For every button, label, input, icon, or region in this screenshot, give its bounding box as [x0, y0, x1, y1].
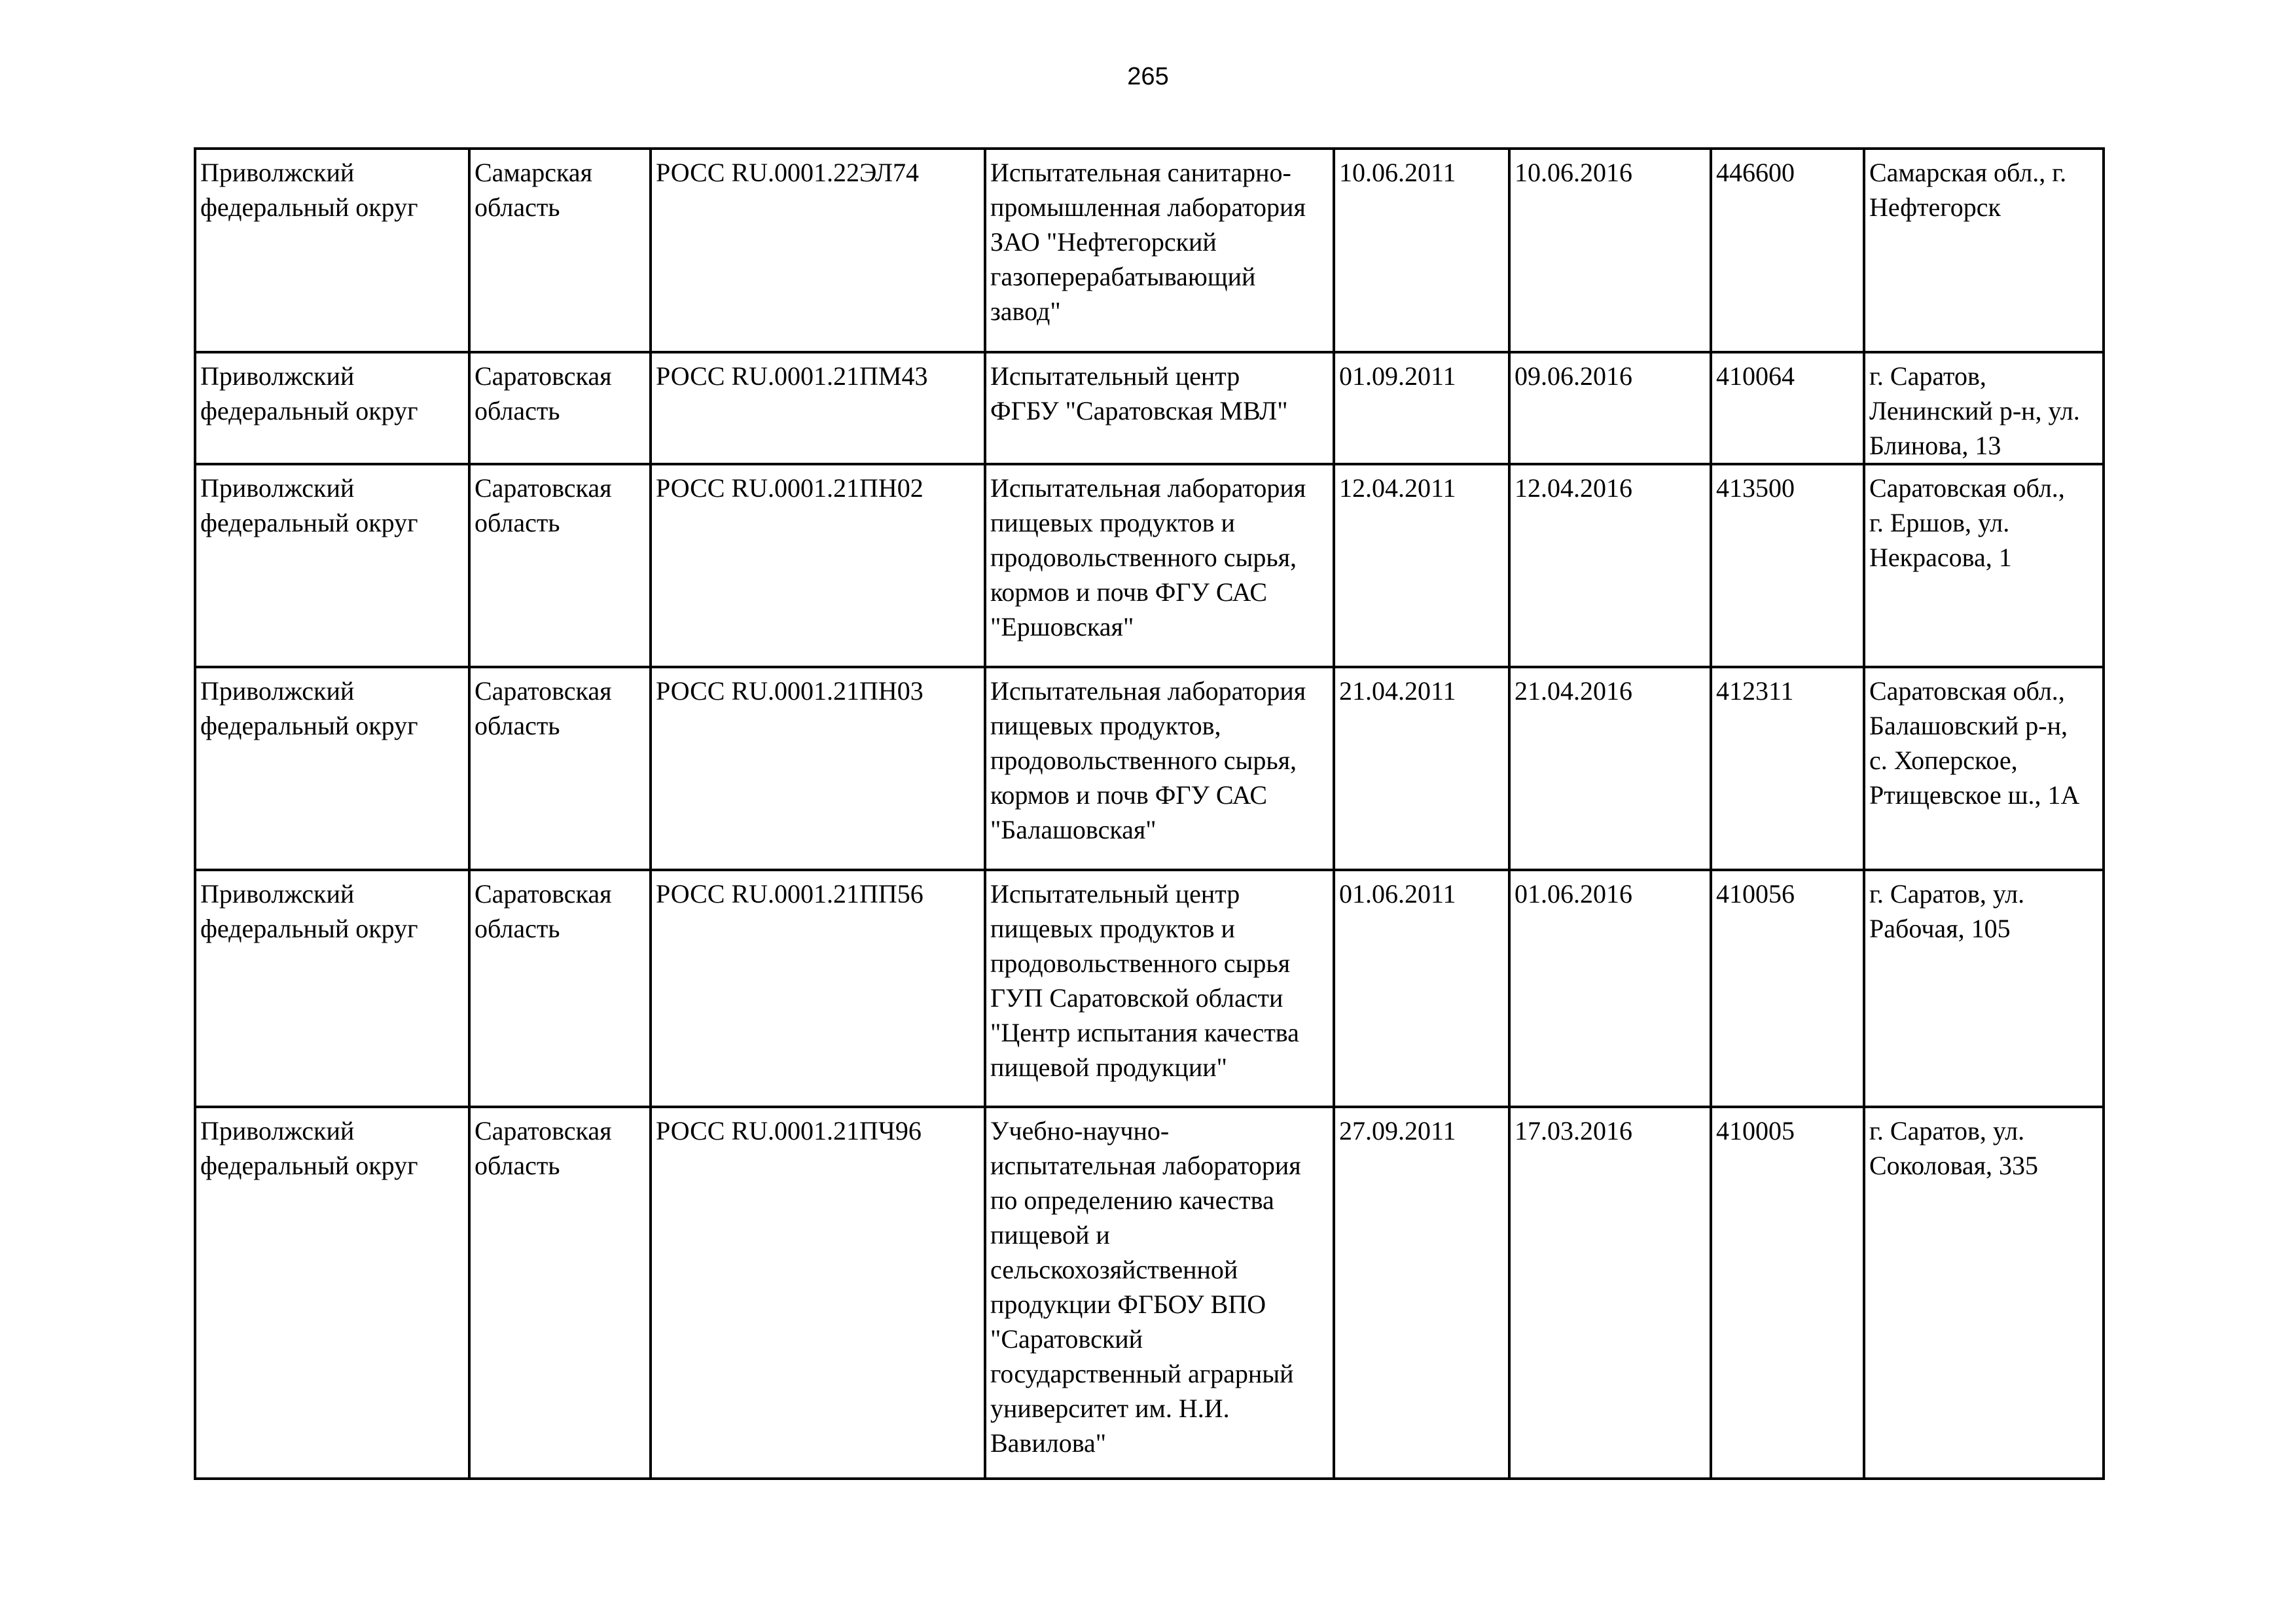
lab-name-cell: Испытательный центр пищевых продуктов и продовольственного сырья ГУП Саратовской области "Центр испытания качества пищевой продукции": [985, 870, 1334, 1107]
table-row: [195, 667, 2104, 870]
reg-number-cell: РОСС RU.0001.21ПН03: [651, 667, 985, 870]
page-number: 265: [1127, 63, 1169, 90]
region-cell: Саратовская область: [469, 464, 651, 667]
district-cell: Приволжский федеральный округ: [195, 667, 469, 870]
reg-number-cell: РОСС RU.0001.21ПН02: [651, 464, 985, 667]
date-from-cell: 12.04.2011: [1334, 464, 1509, 667]
address-cell: г. Саратов, ул. Соколовая, 335: [1864, 1107, 2104, 1479]
postcode-cell: 410005: [1711, 1107, 1864, 1479]
date-to-cell: 01.06.2016: [1509, 870, 1711, 1107]
region-cell: Самарская область: [469, 149, 651, 352]
lab-name-cell: Испытательная лаборатория пищевых продуктов и продовольственного сырья, кормов и почв ФГУ САС "Ершовская": [985, 464, 1334, 667]
address-cell: Саратовская обл., Балашовский р-н, с. Хоперское, Ртищевское ш., 1А: [1864, 667, 2104, 870]
address-cell: г. Саратов, ул. Рабочая, 105: [1864, 870, 2104, 1107]
reg-number-cell: РОСС RU.0001.22ЭЛ74: [651, 149, 985, 352]
region-cell: Саратовская область: [469, 870, 651, 1107]
address-cell: г. Саратов, Ленинский р-н, ул. Блинова, 13: [1864, 352, 2104, 464]
region-cell: Саратовская область: [469, 667, 651, 870]
table-row: [195, 352, 2104, 464]
district-cell: Приволжский федеральный округ: [195, 870, 469, 1107]
laboratory-registry-table: [194, 147, 2105, 1480]
postcode-cell: 446600: [1711, 149, 1864, 352]
table-row: [195, 870, 2104, 1107]
district-cell: Приволжский федеральный округ: [195, 464, 469, 667]
address-cell: Самарская обл., г. Нефтегорск: [1864, 149, 2104, 352]
date-from-cell: 01.06.2011: [1334, 870, 1509, 1107]
date-from-cell: 27.09.2011: [1334, 1107, 1509, 1479]
date-to-cell: 12.04.2016: [1509, 464, 1711, 667]
table-row: [195, 464, 2104, 667]
postcode-cell: 410056: [1711, 870, 1864, 1107]
lab-name-cell: Испытательная санитарно- промышленная лаборатория ЗАО "Нефтегорский газоперерабатывающий завод": [985, 149, 1334, 352]
reg-number-cell: РОСС RU.0001.21ПЧ96: [651, 1107, 985, 1479]
date-from-cell: 21.04.2011: [1334, 667, 1509, 870]
region-cell: Саратовская область: [469, 352, 651, 464]
lab-name-cell: Учебно-научно- испытательная лаборатория по определению качества пищевой и сельскохозяйственной продукции ФГБОУ ВПО "Саратовский государственный аграрный университет им. Н.И. Вавилова": [985, 1107, 1334, 1479]
region-cell: Саратовская область: [469, 1107, 651, 1479]
postcode-cell: 413500: [1711, 464, 1864, 667]
lab-name-cell: Испытательный центр ФГБУ "Саратовская МВЛ": [985, 352, 1334, 464]
reg-number-cell: РОСС RU.0001.21ПМ43: [651, 352, 985, 464]
postcode-cell: 410064: [1711, 352, 1864, 464]
date-from-cell: 01.09.2011: [1334, 352, 1509, 464]
table-row: [195, 1107, 2104, 1479]
district-cell: Приволжский федеральный округ: [195, 352, 469, 464]
date-to-cell: 21.04.2016: [1509, 667, 1711, 870]
date-to-cell: 09.06.2016: [1509, 352, 1711, 464]
address-cell: Саратовская обл., г. Ершов, ул. Некрасова, 1: [1864, 464, 2104, 667]
lab-name-cell: Испытательная лаборатория пищевых продуктов, продовольственного сырья, кормов и почв ФГУ САС "Балашовская": [985, 667, 1334, 870]
table-row: [195, 149, 2104, 352]
date-to-cell: 17.03.2016: [1509, 1107, 1711, 1479]
district-cell: Приволжский федеральный округ: [195, 1107, 469, 1479]
date-to-cell: 10.06.2016: [1509, 149, 1711, 352]
reg-number-cell: РОСС RU.0001.21ПП56: [651, 870, 985, 1107]
district-cell: Приволжский федеральный округ: [195, 149, 469, 352]
postcode-cell: 412311: [1711, 667, 1864, 870]
date-from-cell: 10.06.2011: [1334, 149, 1509, 352]
